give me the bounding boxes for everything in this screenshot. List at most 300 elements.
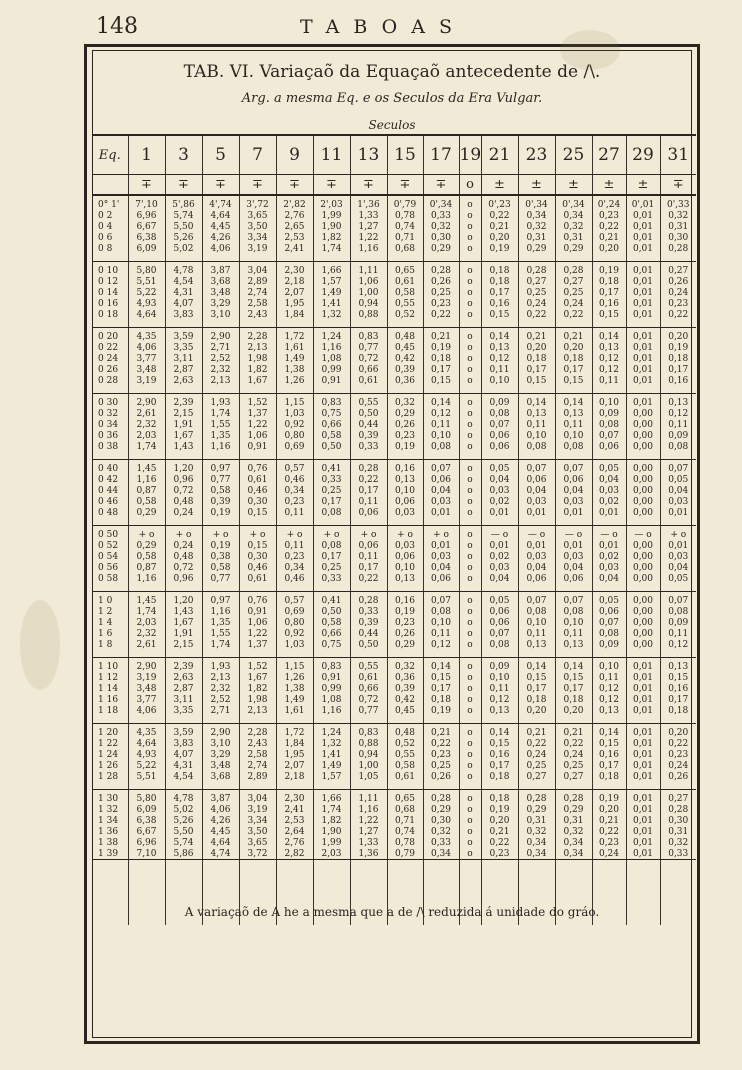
table-value: 0,00: [632, 419, 654, 430]
table-value: 2,74: [247, 287, 268, 298]
table-value: 0,05: [598, 596, 620, 606]
table-value: 0,11: [430, 628, 452, 639]
table-value: o: [467, 837, 473, 848]
table-value: o: [467, 672, 473, 683]
table-value: 0,94: [358, 298, 379, 309]
table-value: 4,64: [136, 738, 157, 749]
table-value: 1,95: [284, 298, 305, 309]
eq-value: 1 4: [98, 617, 113, 628]
table-value: 0,23: [284, 496, 305, 507]
table-value: 0,20: [598, 804, 620, 815]
value-cell: [276, 262, 313, 328]
value-cell: [350, 394, 387, 460]
table-value: 0,11: [430, 419, 452, 430]
table-value: 1,67: [173, 430, 194, 441]
table-value: 7',10: [135, 200, 158, 210]
table-value: 0,58: [394, 287, 416, 298]
table-value: 0,29: [563, 804, 584, 815]
table-value: 0,28: [430, 794, 452, 804]
table-value: 0,12: [430, 408, 452, 419]
table-value: 1,55: [210, 628, 231, 639]
table-value: 0,18: [668, 353, 689, 364]
table-value: 3,04: [247, 794, 268, 804]
table-value: 0,97: [210, 596, 231, 606]
table-value: 0,76: [247, 596, 268, 606]
table-value: 0,27: [563, 276, 584, 287]
eq-value: 1 18: [98, 705, 119, 716]
table-value: 0,06: [489, 430, 510, 441]
table-value: 0,23: [668, 749, 689, 760]
value-cell: [350, 328, 387, 394]
value-cell: [626, 592, 660, 658]
table-value: 1,16: [358, 804, 379, 815]
table-value: 4,26: [210, 815, 231, 826]
table-value: 1,15: [284, 662, 305, 672]
eq-value: 0 14: [98, 287, 119, 298]
table-value: 0,33: [358, 441, 379, 452]
table-value: 1,99: [321, 837, 342, 848]
table-value: 0,46: [247, 562, 268, 573]
value-cell: [518, 724, 555, 790]
table-value: 0,14: [598, 728, 620, 738]
table-value: 1,08: [321, 694, 342, 705]
value-cell: [202, 790, 239, 860]
table-value: 1,82: [321, 232, 342, 243]
table-value: o: [467, 551, 473, 562]
table-value: 4,07: [173, 749, 194, 760]
table-value: 0,13: [598, 342, 620, 353]
table-value: 0,01: [632, 749, 654, 760]
table-value: 2,52: [210, 694, 231, 705]
table-value: 0,01: [632, 210, 654, 221]
table-value: 2,28: [247, 332, 268, 342]
table-value: 0,01: [632, 760, 654, 771]
table-value: 5,02: [173, 804, 194, 815]
table-value: 0,17: [430, 364, 452, 375]
table-value: o: [467, 596, 473, 606]
table-value: 5,22: [136, 760, 157, 771]
value-cell: [592, 262, 626, 328]
table-value: 2,07: [284, 287, 305, 298]
table-value: 0,01: [632, 815, 654, 826]
table-value: 0,39: [358, 617, 379, 628]
table-value: 0,18: [489, 771, 510, 782]
table-value: 1,49: [284, 694, 305, 705]
table-value: o: [467, 243, 473, 254]
table-value: 3,34: [247, 815, 268, 826]
table-value: o: [467, 342, 473, 353]
table-value: 0,15: [247, 540, 268, 551]
table-value: 1,20: [173, 596, 194, 606]
table-value: 1,95: [284, 749, 305, 760]
table-value: 0,22: [430, 309, 452, 320]
table-value: 0,11: [284, 540, 305, 551]
table-value: 0,21: [526, 332, 547, 342]
table-value: 0,10: [526, 617, 547, 628]
table-value: 0,20: [526, 705, 547, 716]
value-cell: [276, 592, 313, 658]
table-value: 0,01: [632, 771, 654, 782]
table-value: 1,35: [210, 617, 231, 628]
table-value: 0,36: [394, 375, 416, 386]
table-value: 0,23: [430, 298, 452, 309]
running-head: [0, 10, 742, 40]
table-value: 1,93: [210, 398, 231, 408]
table-value: 1,72: [284, 728, 305, 738]
table-value: 2,90: [136, 662, 157, 672]
table-value: 0,06: [489, 606, 510, 617]
value-cell: [592, 328, 626, 394]
table-value: o: [467, 705, 473, 716]
table-value: 0,21: [526, 728, 547, 738]
table-value: 0,12: [430, 639, 452, 650]
value-cell: [555, 790, 592, 860]
table-value: 0,77: [358, 705, 379, 716]
table-value: 0,50: [358, 639, 379, 650]
paper-stain: [560, 30, 620, 70]
table-value: + o: [286, 530, 303, 540]
table-value: 0,26: [668, 276, 689, 287]
table-value: 3,65: [247, 210, 268, 221]
table-value: 0,01: [632, 683, 654, 694]
table-value: 0,17: [321, 496, 342, 507]
table-value: 1,11: [358, 794, 379, 804]
table-value: 0,16: [394, 464, 416, 474]
table-value: 0,01: [632, 309, 654, 320]
table-value: 0,17: [668, 694, 689, 705]
eq-value: 1 38: [98, 837, 119, 848]
table-value: 1,16: [210, 606, 231, 617]
century-header: 9: [276, 135, 313, 175]
eq-value: 0 10: [98, 266, 119, 276]
table-value: 0,96: [173, 573, 194, 584]
table-value: 0,72: [173, 562, 194, 573]
row-group: [92, 460, 696, 526]
table-value: 0,03: [394, 507, 416, 518]
table-value: 0,01: [632, 804, 654, 815]
table-value: 0,04: [598, 573, 620, 584]
value-cell: [202, 460, 239, 526]
table-value: 0,15: [563, 375, 584, 386]
table-value: 0,32: [430, 221, 452, 232]
table-value: 2,87: [173, 683, 194, 694]
value-cell: [313, 460, 350, 526]
table-value: 0,01: [632, 848, 654, 859]
table-value: o: [467, 464, 473, 474]
table-value: 0,01: [632, 662, 654, 672]
value-cell: [660, 790, 696, 860]
value-cell: [202, 724, 239, 790]
table-value: 0,25: [321, 485, 342, 496]
value-cell: [165, 658, 202, 724]
table-value: 2,43: [247, 738, 268, 749]
table-value: 0,00: [632, 464, 654, 474]
table-value: 1,33: [358, 837, 379, 848]
value-cell: [239, 658, 276, 724]
table-value: 2,03: [321, 848, 342, 859]
table-value: 0,11: [526, 628, 547, 639]
table-value: o: [467, 430, 473, 441]
table-value: 3,19: [136, 375, 157, 386]
table-value: 0,76: [247, 464, 268, 474]
table-value: 0,02: [489, 496, 510, 507]
table-value: 0,48: [173, 496, 194, 507]
eq-value: 0 54: [98, 551, 119, 562]
table-value: 2,89: [247, 771, 268, 782]
table-value: 0,13: [668, 662, 689, 672]
table-value: 0,30: [668, 232, 689, 243]
eq-values: [92, 658, 128, 724]
table-value: 1,37: [247, 639, 268, 650]
century-header: 31: [660, 135, 696, 175]
table-value: 0,19: [210, 540, 231, 551]
table-value: 0,18: [489, 266, 510, 276]
table-value: 0,77: [210, 573, 231, 584]
table-value: 0,10: [489, 375, 510, 386]
table-value: 0,11: [598, 672, 620, 683]
table-value: 6,09: [136, 804, 157, 815]
table-value: o: [467, 232, 473, 243]
table-value: 5,80: [136, 794, 157, 804]
table-value: 0,01: [632, 794, 654, 804]
table-value: 1,16: [210, 441, 231, 452]
value-cell: [626, 328, 660, 394]
table-value: 0,01: [632, 232, 654, 243]
table-value: 0,03: [430, 496, 452, 507]
table-value: 0,71: [394, 815, 416, 826]
row-group: [92, 195, 696, 262]
value-cell: [128, 328, 165, 394]
table-value: 0,32: [526, 221, 547, 232]
eq-value: 0 40: [98, 464, 119, 474]
table-value: 0,06: [430, 573, 452, 584]
table-value: 0,77: [210, 474, 231, 485]
eq-value: 0 56: [98, 562, 119, 573]
value-cell: [459, 790, 481, 860]
table-value: 0,26: [394, 419, 416, 430]
table-value: 0,00: [632, 596, 654, 606]
table-value: 0,19: [489, 804, 510, 815]
century-header: 5: [202, 135, 239, 175]
table-value: 0,01: [430, 540, 452, 551]
table-value: 1,90: [321, 826, 342, 837]
table-value: 0,32: [430, 826, 452, 837]
eq-value: 0 36: [98, 430, 119, 441]
table-value: 2,63: [173, 375, 194, 386]
table-value: 0,33: [430, 210, 452, 221]
value-cell: [128, 790, 165, 860]
value-cell: [350, 658, 387, 724]
table-value: 0,08: [668, 441, 689, 452]
table-value: 0,27: [668, 794, 689, 804]
table-value: 1,74: [136, 441, 157, 452]
table-value: o: [467, 728, 473, 738]
table-value: 1,98: [247, 694, 268, 705]
table-value: 0,55: [394, 749, 416, 760]
value-cell: [387, 592, 423, 658]
table-value: 0,31: [668, 221, 689, 232]
value-cell: [165, 262, 202, 328]
table-value: 1,16: [358, 243, 379, 254]
table-value: 4,31: [173, 287, 194, 298]
value-cell: [202, 195, 239, 262]
table-value: o: [467, 298, 473, 309]
table-value: 1,49: [321, 760, 342, 771]
table-value: 3,19: [136, 672, 157, 683]
value-cell: [276, 790, 313, 860]
table-value: 0,19: [489, 243, 510, 254]
value-cell: [239, 394, 276, 460]
table-value: 1,67: [247, 672, 268, 683]
table-value: 0,16: [668, 375, 689, 386]
table-value: 2,13: [210, 375, 231, 386]
table-value: 1,98: [247, 353, 268, 364]
table-value: 0,41: [321, 596, 342, 606]
variation-table: [92, 134, 696, 925]
table-value: 0,15: [430, 672, 452, 683]
table-value: 0,01: [430, 507, 452, 518]
table-value: 0,02: [598, 551, 620, 562]
table-value: 0,18: [489, 794, 510, 804]
table-value: 0,00: [632, 639, 654, 650]
table-value: 0,08: [489, 408, 510, 419]
value-cell: [459, 592, 481, 658]
table-value: 0,10: [563, 430, 584, 441]
row-group: [92, 658, 696, 724]
value-cell: [481, 658, 518, 724]
table-value: 2,64: [284, 826, 305, 837]
table-value: o: [467, 364, 473, 375]
value-cell: [128, 262, 165, 328]
table-value: 0,44: [358, 419, 379, 430]
table-value: 0,17: [358, 485, 379, 496]
eq-value: 0 6: [98, 232, 113, 243]
table-value: 4,35: [136, 728, 157, 738]
table-value: 0,88: [358, 309, 379, 320]
table-value: 0,13: [563, 639, 584, 650]
value-cell: [239, 526, 276, 592]
table-value: 0,07: [489, 628, 510, 639]
table-value: 0,08: [563, 606, 584, 617]
table-value: 1,38: [284, 364, 305, 375]
table-note: A variaçaõ de A he a mesma que a de /\ reduzida á unidade do gráo.: [184, 905, 600, 919]
value-cell: [481, 724, 518, 790]
value-cell: [313, 394, 350, 460]
table-value: 0,61: [358, 672, 379, 683]
table-value: 3,68: [210, 276, 231, 287]
table-value: 2,39: [173, 398, 194, 408]
table-value: 1,16: [321, 342, 342, 353]
table-value: 0,08: [668, 606, 689, 617]
value-cell: [202, 394, 239, 460]
table-value: 0,13: [489, 705, 510, 716]
table-value: 0,07: [598, 617, 620, 628]
table-value: 0,10: [489, 672, 510, 683]
table-value: 0,07: [598, 430, 620, 441]
value-cell: [313, 262, 350, 328]
table-value: 0,01: [632, 364, 654, 375]
table-value: 0,03: [489, 562, 510, 573]
table-value: 2,71: [210, 705, 231, 716]
table-value: 0,06: [358, 540, 379, 551]
table-value: 0,04: [430, 562, 452, 573]
table-value: 0,23: [394, 430, 416, 441]
value-cell: [660, 724, 696, 790]
eq-value: 0 38: [98, 441, 119, 452]
value-cell: [626, 394, 660, 460]
table-value: 1,66: [321, 794, 342, 804]
table-value: o: [467, 408, 473, 419]
value-cell: [555, 526, 592, 592]
table-value: 1,52: [247, 662, 268, 672]
table-value: 1,08: [321, 353, 342, 364]
table-value: 0,18: [598, 276, 620, 287]
table-value: o: [467, 628, 473, 639]
century-header: 1: [128, 135, 165, 175]
table-value: 0,11: [563, 419, 584, 430]
table-value: 0,31: [526, 815, 547, 826]
table-value: 0,03: [563, 551, 584, 562]
table-value: 0,61: [358, 375, 379, 386]
table-value: 3,19: [247, 243, 268, 254]
table-value: 0,04: [430, 485, 452, 496]
table-value: 0,52: [394, 309, 416, 320]
table-value: 3,50: [247, 221, 268, 232]
table-value: o: [467, 474, 473, 485]
table-value: 0,75: [321, 639, 342, 650]
table-value: 2,53: [284, 815, 305, 826]
table-value: 0,24: [598, 848, 620, 859]
table-value: 0,28: [430, 266, 452, 276]
table-value: 0,26: [430, 276, 452, 287]
table-value: 0,50: [321, 441, 342, 452]
value-cell: [481, 328, 518, 394]
table-value: o: [467, 375, 473, 386]
table-value: 0,72: [358, 694, 379, 705]
table-value: 0,32: [668, 837, 689, 848]
table-value: 0,03: [563, 496, 584, 507]
table-value: 2,15: [173, 639, 194, 650]
table-value: 0,00: [632, 562, 654, 573]
table-value: 3,59: [173, 728, 194, 738]
value-cell: [481, 790, 518, 860]
value-cell: [350, 526, 387, 592]
table-value: 3',72: [246, 200, 269, 210]
table-value: o: [467, 771, 473, 782]
table-value: 0,18: [430, 694, 452, 705]
table-value: 1',36: [357, 200, 380, 210]
table-value: 0,15: [668, 672, 689, 683]
eq-values: [92, 195, 128, 262]
table-value: 0,00: [632, 485, 654, 496]
eq-value: 1 22: [98, 738, 119, 749]
value-cell: [313, 790, 350, 860]
table-value: 0,58: [210, 562, 231, 573]
table-value: 0,44: [358, 628, 379, 639]
table-value: 1,72: [284, 332, 305, 342]
value-cell: [518, 526, 555, 592]
table-value: 0,08: [321, 507, 342, 518]
eq-value: 1 2: [98, 606, 113, 617]
table-value: 0,58: [136, 496, 157, 507]
table-value: o: [467, 540, 473, 551]
table-value: 0,69: [284, 606, 305, 617]
table-value: 2,43: [247, 309, 268, 320]
table-value: 2,13: [247, 705, 268, 716]
table-value: 3,48: [210, 760, 231, 771]
eq-value: 0 18: [98, 309, 119, 320]
table-value: 3,11: [173, 353, 194, 364]
